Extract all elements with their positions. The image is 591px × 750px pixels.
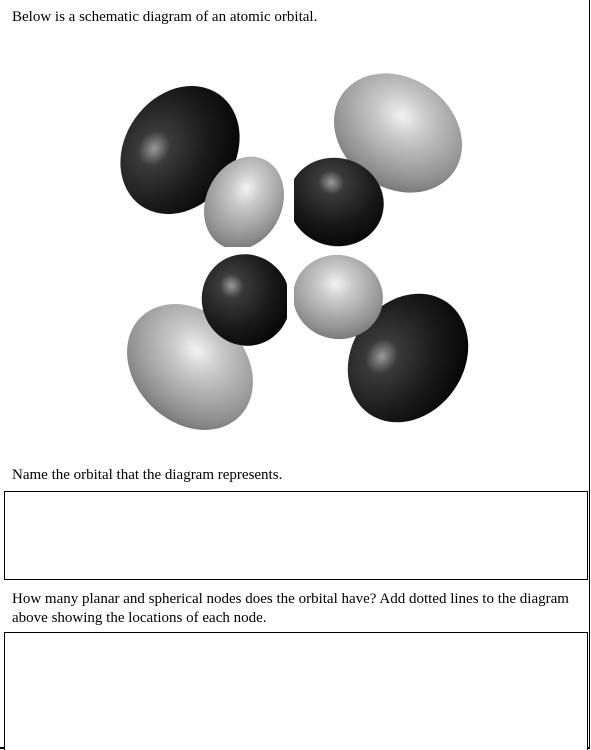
nodal-gap-horizontal bbox=[210, 247, 380, 253]
answer-box-1[interactable] bbox=[4, 491, 588, 580]
answer-box-2[interactable] bbox=[4, 632, 588, 750]
orbital-diagram bbox=[100, 50, 490, 450]
question-2-text: How many planar and spherical nodes does the orbital have? Add dotted lines to the diagram above showing the locations of each node. bbox=[12, 591, 569, 626]
intro-text: Below is a schematic diagram of an atomic orbital. bbox=[12, 9, 318, 25]
question-1-text: Name the orbital that the diagram represents. bbox=[12, 467, 283, 483]
